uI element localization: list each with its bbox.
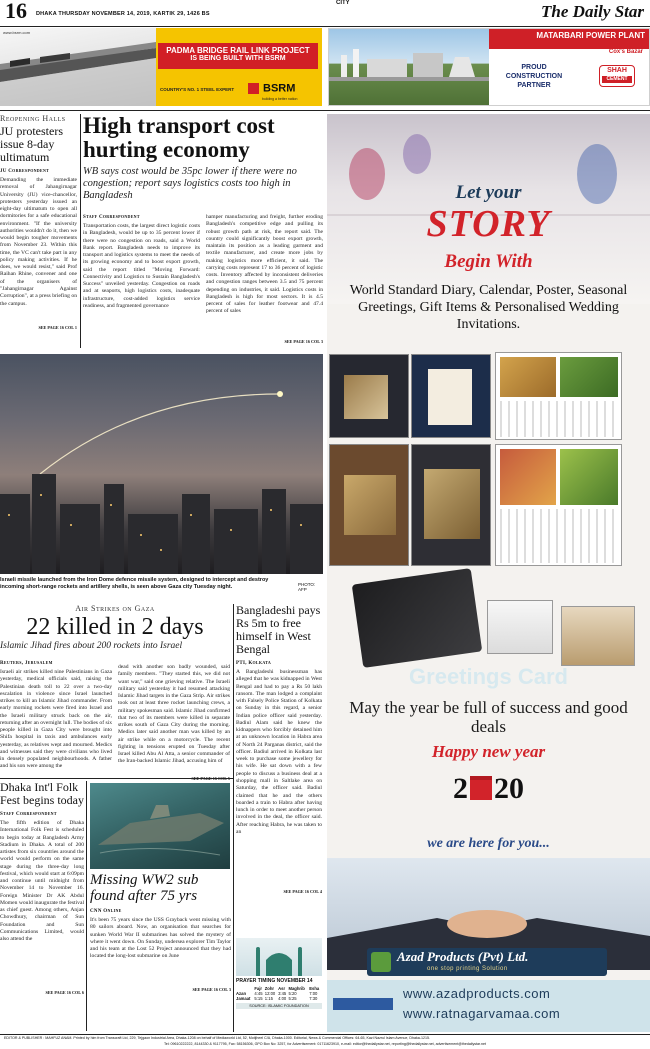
tile-diary-box [329, 354, 409, 438]
bangladeshi-headline: Bangladeshi pays Rs 5m to free himself in West Bengal [236, 603, 321, 656]
shah-subtitle: Cox's Bazar [608, 49, 643, 55]
transport-headline: High transport cost hurting economy [83, 113, 275, 162]
gaza-col2 [118, 664, 230, 781]
wish-text: May the year be full of success and good deals [349, 698, 628, 736]
bsrm-logo-sub: building a better nation [262, 97, 298, 101]
folkfest-continued: SEE PAGE 16 COL 6 [45, 990, 84, 995]
gaza-byline: Reuters, Jerusalem [0, 661, 53, 666]
shah-title-box [489, 29, 650, 49]
prayer-header-row: Fajr Zohr Asr Maghrib Esha [254, 986, 320, 991]
bsrm-logo-mark [248, 83, 259, 94]
masthead [0, 0, 650, 26]
ju-byline: JU Correspondent [0, 169, 50, 174]
gaza-col1-text: Israeli air strikes killed nine Palestinians in Gaza yesterday, medical officials said, raising the Palestinian death toll to 22 over a two-day escalation in violence since Israel launched strikes to kill an Islamic Jihad commander. From early morning rockets were fired into Israel and the Israeli military struck back on the air, returning after an overnight lull. The bodies of six people killed in Gaza City were brought into Shifa hospital in taxis and ambulances early yesterday, as relatives wept and mourned. Medics and witnesses said they were civilians who lived in densely populated neighbourhoods. A father and his son were among the [0, 669, 112, 770]
ju-continued: SEE PAGE 16 COL 1 [38, 325, 77, 330]
transport-col2-text: hamper manufacturing and freight, further eroding Bangladesh's competitive edge and pulling its robust growth path at risk, the report said. The country could significantly boost export growth, maintain its position as a leading garment and textile manufacturer, and create more jobs by making logistics more efficient, it said. The carrying costs represent 17 to 36 percent of logistic costs. Inventory affected by inconsistent deliveries and congestion ranges between 3.5 and 75 percent depending on industries, it said. Logistics costs in Bangladesh is high for most sectors. It is 4.5 percent of sales for leather footwear and 47.4 percent of sales [206, 214, 323, 315]
prayer-table [236, 986, 322, 1001]
azad-tagline: one stop printing Solution [427, 966, 508, 972]
folkfest-body: The fifth edition of Dhaka International Folk Fest is scheduled to begin today at Bangladesh Army Stadium in Dhaka. A total of 200 artistes from six countries around the world would perform on the same stage during the three-day long festival, which would start at 6:09pm and continue until midnight from November 14 to November 16. Foreign Minister Dr AK Abdul Momen would inaugurate the festival as chief guest. Among others, Anjan Chowdhury, chairman of Sun Foundation and Sun Communications Limited, would also attend the [0, 820, 84, 943]
bsrm-line2: IS BEING BUILT WITH BSRM [190, 55, 286, 62]
gaza-headline: 22 killed in 2 days [26, 614, 204, 640]
year-digit-20: 20 [494, 772, 524, 805]
gaza-kicker: Air Strikes on Gaza [75, 604, 155, 613]
tile-diary-gold [411, 444, 491, 566]
ju-headline: JU protesters issue 8-day ultimatum [0, 124, 63, 164]
train-illustration [0, 28, 156, 106]
prayer-timing-box [236, 938, 322, 1030]
gaza-photo [0, 354, 323, 574]
bsrm-logo-text: BSRM [263, 82, 296, 95]
ju-kicker: Reopening Halls [0, 114, 66, 123]
desk-calendar-photo [487, 600, 553, 654]
shah-partner-text [499, 63, 569, 90]
web-address: www.bsrm.com [3, 30, 31, 35]
gift-box-icon [470, 776, 492, 800]
page-number: 16 [5, 0, 27, 23]
bsrm-line1: PADMA BRIDGE RAIL LINK PROJECT [166, 46, 310, 55]
bangladeshi-continued: SEE PAGE 16 COL 4 [283, 889, 322, 894]
tile-wedding-card [411, 354, 491, 438]
folkfest-byline: Staff Correspondent [0, 812, 57, 817]
shah-logo-text: SHAH [607, 67, 627, 74]
tile-calendar-2 [495, 444, 622, 566]
azad-products-ad[interactable] [327, 114, 650, 1032]
transport-deck: WB says cost would be 35pc lower if there were no congestion; report says logistics costs too high in Bangladesh [83, 166, 297, 201]
shah-logo-sub: CEMENT [602, 76, 632, 83]
transport-byline: Staff Correspondent [83, 215, 140, 220]
shah-cement-ad[interactable] [328, 28, 650, 106]
shah-line3: PARTNER [517, 82, 551, 89]
transport-col2 [206, 214, 323, 344]
products-list-text: World Standard Diary, Calendar, Poster, Seasonal Greetings, Gift Items & Personalised Wedding Invitations. [349, 283, 628, 332]
azad-company: Azad Products (Pvt) Ltd. [397, 949, 529, 964]
mosque-icon [236, 938, 322, 976]
footer-line2: Tel: 09610222222, 8144330 & 9117795, Fax: 58156306, GPO Box No: 3257, for Advertisement: 01711623910, e-mail: editor@thedailystar.net, reporting@thedailystar.net, advertisement@thedailystar.net [163, 1042, 487, 1046]
bsrm-ad[interactable] [0, 28, 322, 106]
prayer-source: SOURCE: ISLAMIC FOUNDATION [236, 1003, 322, 1009]
azad-banner [367, 948, 607, 976]
bangladeshi-body: A Bangladeshi businessman has alleged that he was kidnapped in West Bengal and had to pay a Rs 50 lakh ransom. The man lodged a complaint with Falsely Police Station of Kolkata on Sunday in this regard, a senior Indian police officer said yesterday. Badiul Alam said he knew the kidnappers who forcibly detained him at an unknown location in Habra area of North 24 Parganas district, said the officer. Badiul arrived in Kolkata last week to purchase some jewellery for his wife. He sat down with a few people to discuss a business deal at a shopping mall in Saltlake area on Saturday, the officer said. Badiul claimed that he and the others boarded a train to Habra after having lunch in order to meet another person involved in the deal, the officer said. After reaching Habra, he was taken to an [236, 669, 322, 835]
gaza-col2-text: dead with another son badly wounded, said family members. "They started this, we did not want war," said one grieving relative. The Israeli military said yesterday it had resumed attacking Islamic Jihad targets in the Gaza Strip. Air strikes took out at least three rocket launching crews, a military spokesman said. Islamic Jihad confirmed that two of its members were killed in separate strikes south of Gaza City during the morning. Medics later said another man was killed by an air strike while on a motorcycle. The recent fighting in tensions erupted on Tuesday after Israel killed Abu Al Atta, a senior commander of the Iran-backed Islamic Jihad, accusing him of [118, 664, 230, 765]
happy-new-year-text: Happy new year [431, 742, 546, 761]
paper-name: The Daily Star [541, 2, 644, 21]
year-2020 [327, 772, 650, 806]
prayer-row-jamaat: Jamaat 5:15 1:15 4:00 5:25 7:30 [236, 996, 318, 1001]
ju-article [0, 114, 77, 348]
section-label: CITY [336, 0, 350, 6]
story-text: STORY [426, 203, 551, 245]
missile-trail-graphic [0, 354, 323, 574]
bsrm-headline-box [158, 43, 318, 69]
transport-continued: SEE PAGE 16 COL 3 [284, 339, 323, 344]
shah-logo [599, 65, 635, 87]
bangladeshi-byline: PTI, Kolkata [236, 661, 272, 666]
shah-title: MATARBARI POWER PLANT [536, 31, 645, 40]
power-plant-illustration [329, 29, 489, 105]
shah-line1: PROUD [521, 64, 547, 71]
azad-logo-icon [371, 952, 391, 972]
azad-contact-strip [327, 980, 650, 1032]
we-are-here-text: we are here for you... [427, 836, 550, 851]
shah-line2: CONSTRUCTION [505, 73, 563, 80]
azad-url2[interactable]: www.ratnagarvamaa.com [403, 1006, 561, 1021]
ww2-photo [90, 783, 230, 869]
begin-with-text: Begin With [444, 251, 533, 272]
bsrm-tag: COUNTRY'S NO. 1 STEEL EXPERT [160, 87, 235, 92]
transport-col1-text: Transportation costs, the largest direct logistic costs in Bangladesh, would be up to 35 percent lower if there were no congestion on roads, said a World Bank report. Bangladesh needs to improve its transport and logistics systems to meet the needs of its growing economy and to boost export growth, said the report titled "Moving Forward: Connectivity and Logistics to Sustain Bangladesh's Success" unveiled yesterday. Congestion on roads and at seaports, high logistics costs, inadequate infrastructure, cost-added logistics service readiness, and fragmented governance [83, 223, 200, 309]
table-calendar-photo [561, 606, 635, 666]
prayer-title: PRAYER TIMING NOVEMBER 14 [236, 978, 313, 984]
ww2-continued: SEE PAGE 16 COL 3 [192, 987, 231, 992]
bangladeshi-article [236, 604, 322, 934]
submarine-wreck-graphic [90, 783, 230, 869]
greetings-ghost-text: Greetings Card [409, 664, 568, 689]
gaza-photo-credit: PHOTO: AFP [298, 582, 316, 592]
transport-article [83, 114, 323, 348]
ww2-byline: CNN Online [90, 909, 122, 914]
footer-line1: EDITOR & PUBLISHER : MAHFUZ ANAM. Printed by him from Transcraft Ltd, 229, Tejgaon Industrial Area, Dhaka-1208 on behalf of Mediaworld Ltd, 52, Motijheel C/A, Dhaka-1000. Editorial, News & Commercial Offices: 64-65, Kazi Nazrul Islam Avenue, Dhaka-1215. [4, 1036, 430, 1040]
tile-invitation-card [329, 444, 409, 566]
gaza-col1 [0, 660, 112, 781]
azad-url1[interactable]: www.azadproducts.com [403, 986, 551, 1001]
tile-calendar-1 [495, 352, 622, 440]
ju-body: Demanding the immediate removal of Jahangirnagar University (JU) vice-chancellor, protesters yesterday issued an eight-day ultimatum to open all dormitories for a safe educational environment. "If the university authorities wouldn't do it, then we would begin tougher movements from November 23. Within this time, the VC can't take part in any policy making activities. If he does, we would resist," said Prof Raihan Rhine, convener and one of the organisers of "Jahangirnagar Against Corruption", at a press briefing on the campus. [0, 177, 77, 307]
facebook-badge [333, 998, 393, 1010]
ww2-headline: Missing WW2 sub found after 75 yrs [90, 872, 199, 904]
folkfest-headline: Dhaka Int'l Folk Fest begins today [0, 780, 84, 807]
ww2-body: It's been 75 years since the USS Grayback went missing with 80 sailors aboard. Now, an organisation that searches for sunken World War II submarines has solved the mystery of where it went down. On Sunday, undersea explorer Tim Taylor and his team at the Lost 52 Project announced that they had located the long-lost submarine on June [90, 917, 231, 960]
let-your-text: Let your [455, 182, 522, 203]
transport-col1 [83, 214, 200, 345]
gaza-photo-caption: Israeli missile launched from the Iron Dome defence missile system, designed to intercept and destroy incoming short-range rockets and artillery shells, is seen above Gaza city Tuesday night. [0, 577, 269, 590]
prayer-row-azan: Azan 4:45 12:00 3:45 5:20 7:00 [236, 991, 318, 996]
ww2-article [90, 872, 231, 1032]
gaza-deck: Islamic Jihad fires about 200 rockets into Israel [0, 641, 183, 651]
wallet-gift-photo [352, 568, 483, 668]
year-digit-2: 2 [453, 772, 468, 805]
folkfest-article [0, 781, 84, 1031]
bsrm-logo [248, 79, 297, 101]
dateline: DHAKA THURSDAY NOVEMBER 14, 2019, KARTIK 29, 1426 BS [36, 11, 210, 17]
mosque-graphic [236, 938, 322, 976]
